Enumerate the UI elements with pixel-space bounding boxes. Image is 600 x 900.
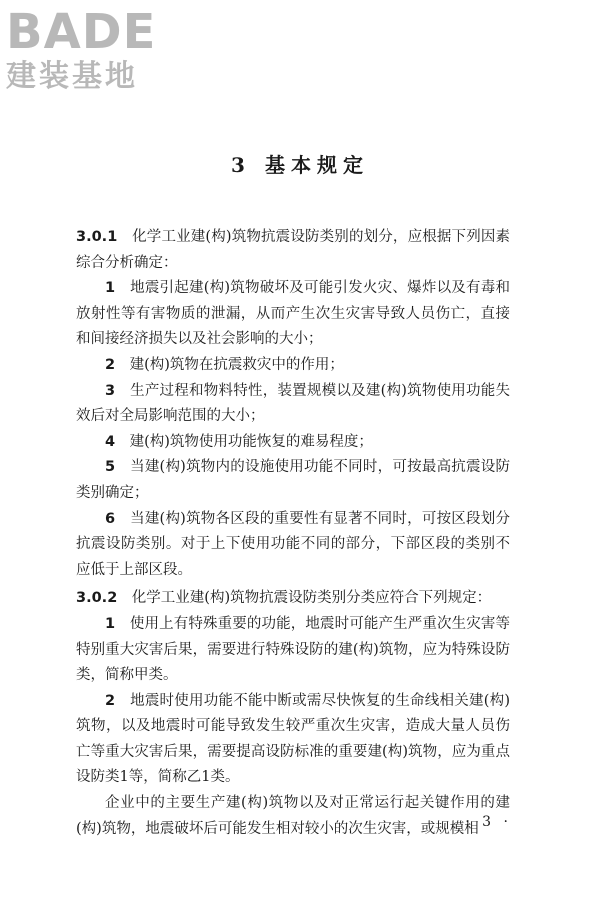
item-paragraph: [76, 379, 510, 430]
paragraph-text: 企业中的主要生产建(构)筑物以及对正常运行起关键作用的建(构)筑物，地震破坏后可能发生相对较小的次生灾害，或规模相: [76, 795, 510, 837]
clause-number: 3.0.2: [76, 590, 118, 607]
paragraph-text: 化学工业建(构)筑物抗震设防类别分类应符合下列规定：: [131, 590, 492, 607]
paragraph-text: 当建(构)筑物内的设施使用功能不同时，可按最高抗震设防类别确定；: [76, 459, 511, 501]
item-number: 4: [105, 433, 116, 450]
paragraph-text: 化学工业建(构)筑物抗震设防类别的划分，应根据下列因素综合分析确定：: [76, 229, 511, 271]
paragraph-text: 当建(构)筑物各区段的重要性有显著不同时，可按区段划分抗震设防类别。对于上下使用功能不同的部分，下部区段的类别不应低于上部区段。: [76, 510, 511, 578]
item-number: 2: [105, 356, 116, 373]
item-paragraph: [76, 507, 510, 584]
body-text: [76, 222, 510, 842]
paragraph-text: 建(构)筑物使用功能恢复的难易程度；: [129, 433, 373, 450]
chapter-title: 基本规定: [264, 153, 369, 177]
paragraph-text: 生产过程和物料特性，装置规模以及建(构)筑物使用功能失效后对全局影响范围的大小；: [76, 382, 511, 425]
item-number: 1: [105, 280, 116, 297]
item-paragraph: [76, 455, 510, 506]
chapter-number: 3: [231, 153, 251, 177]
text-paragraph: [76, 791, 510, 842]
paragraph-text: 地震时使用功能不能中断或需尽快恢复的生命线相关建(构)筑物，以及地震时可能导致发生较严重次生灾害，造成大量人员伤亡等重大灾害后果，需要提高设防标准的重要建(构)筑物，应为重点设防类1等，简称乙1类。: [76, 692, 511, 786]
clause-paragraph: [76, 225, 510, 276]
clause-paragraph: [76, 586, 510, 612]
item-paragraph: [76, 612, 510, 689]
item-number: 1: [105, 615, 116, 632]
paragraph-text: 建(构)筑物在抗震救灾中的作用；: [129, 356, 344, 373]
logo: [6, 6, 176, 94]
logo-subtitle: 建装基地: [6, 59, 138, 94]
clause-number: 3.0.1: [76, 229, 118, 245]
item-number: 5: [105, 459, 116, 476]
logo-wordmark: BADE: [6, 4, 157, 60]
item-number: 3: [105, 382, 116, 399]
item-number: 6: [105, 510, 116, 527]
chapter-heading: [0, 152, 600, 178]
item-paragraph: [76, 430, 510, 456]
item-paragraph: [76, 276, 510, 353]
page-number: · 3 ·: [465, 814, 512, 830]
item-paragraph: [76, 353, 510, 379]
item-paragraph: [76, 689, 510, 791]
paragraph-text: 地震引起建(构)筑物破坏及可能引发火灾、爆炸以及有毒和放射性等有害物质的泄漏，从而产生次生灾害导致人员伤亡，直接和间接经济损失以及社会影响的大小；: [76, 280, 511, 348]
paragraph-text: 使用上有特殊重要的功能，地震时可能产生严重次生灾害等特别重大灾害后果，需要进行特殊设防的建(构)筑物，应为特殊设防类，简称甲类。: [76, 615, 511, 684]
item-number: 2: [105, 692, 116, 709]
